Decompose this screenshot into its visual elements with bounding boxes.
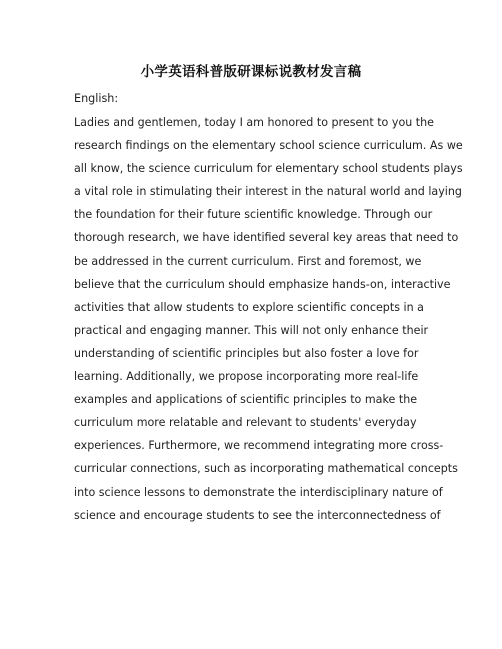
body-line: curriculum more relatable and relevant to students' everyday [74, 416, 417, 430]
body-line: examples and applications of scientific principles to make the [74, 393, 418, 407]
body-line: all know, the science curriculum for elementary school students plays [74, 162, 463, 176]
body-line: into science lessons to demonstrate the interdisciplinary nature of [74, 485, 443, 499]
body-line: activities that allow students to explore scientific concepts in a [74, 300, 424, 314]
body-line: experiences. Furthermore, we recommend integrating more cross- [74, 439, 444, 453]
body-line: science and encourage students to see the interconnectedness of [74, 508, 441, 522]
language-label: English: [74, 92, 119, 105]
body-line: be addressed in the current curriculum. First and foremost, we [74, 254, 422, 268]
body-line: thorough research, we have identified several key areas that need to [74, 231, 459, 245]
body-line: understanding of scientific principles but also foster a love for [74, 346, 419, 360]
body-line: a vital role in stimulating their interest in the natural world and laying [74, 185, 462, 199]
body-line: the foundation for their future scientific knowledge. Through our [74, 208, 433, 222]
body-line: learning. Additionally, we propose incorporating more real-life [74, 370, 419, 384]
body-line: believe that the curriculum should emphasize hands-on, interactive [74, 277, 451, 291]
document-body [74, 111, 463, 527]
body-line: Ladies and gentlemen, today I am honored to present to you the [74, 116, 434, 129]
body-line: research findings on the elementary school science curriculum. As we [74, 139, 463, 153]
body-line: curricular connections, such as incorporating mathematical concepts [74, 462, 458, 476]
document-title: 小学英语科普版研课标说教材发言稿 [140, 64, 362, 80]
body-line: practical and engaging manner. This will not only enhance their [74, 323, 429, 337]
